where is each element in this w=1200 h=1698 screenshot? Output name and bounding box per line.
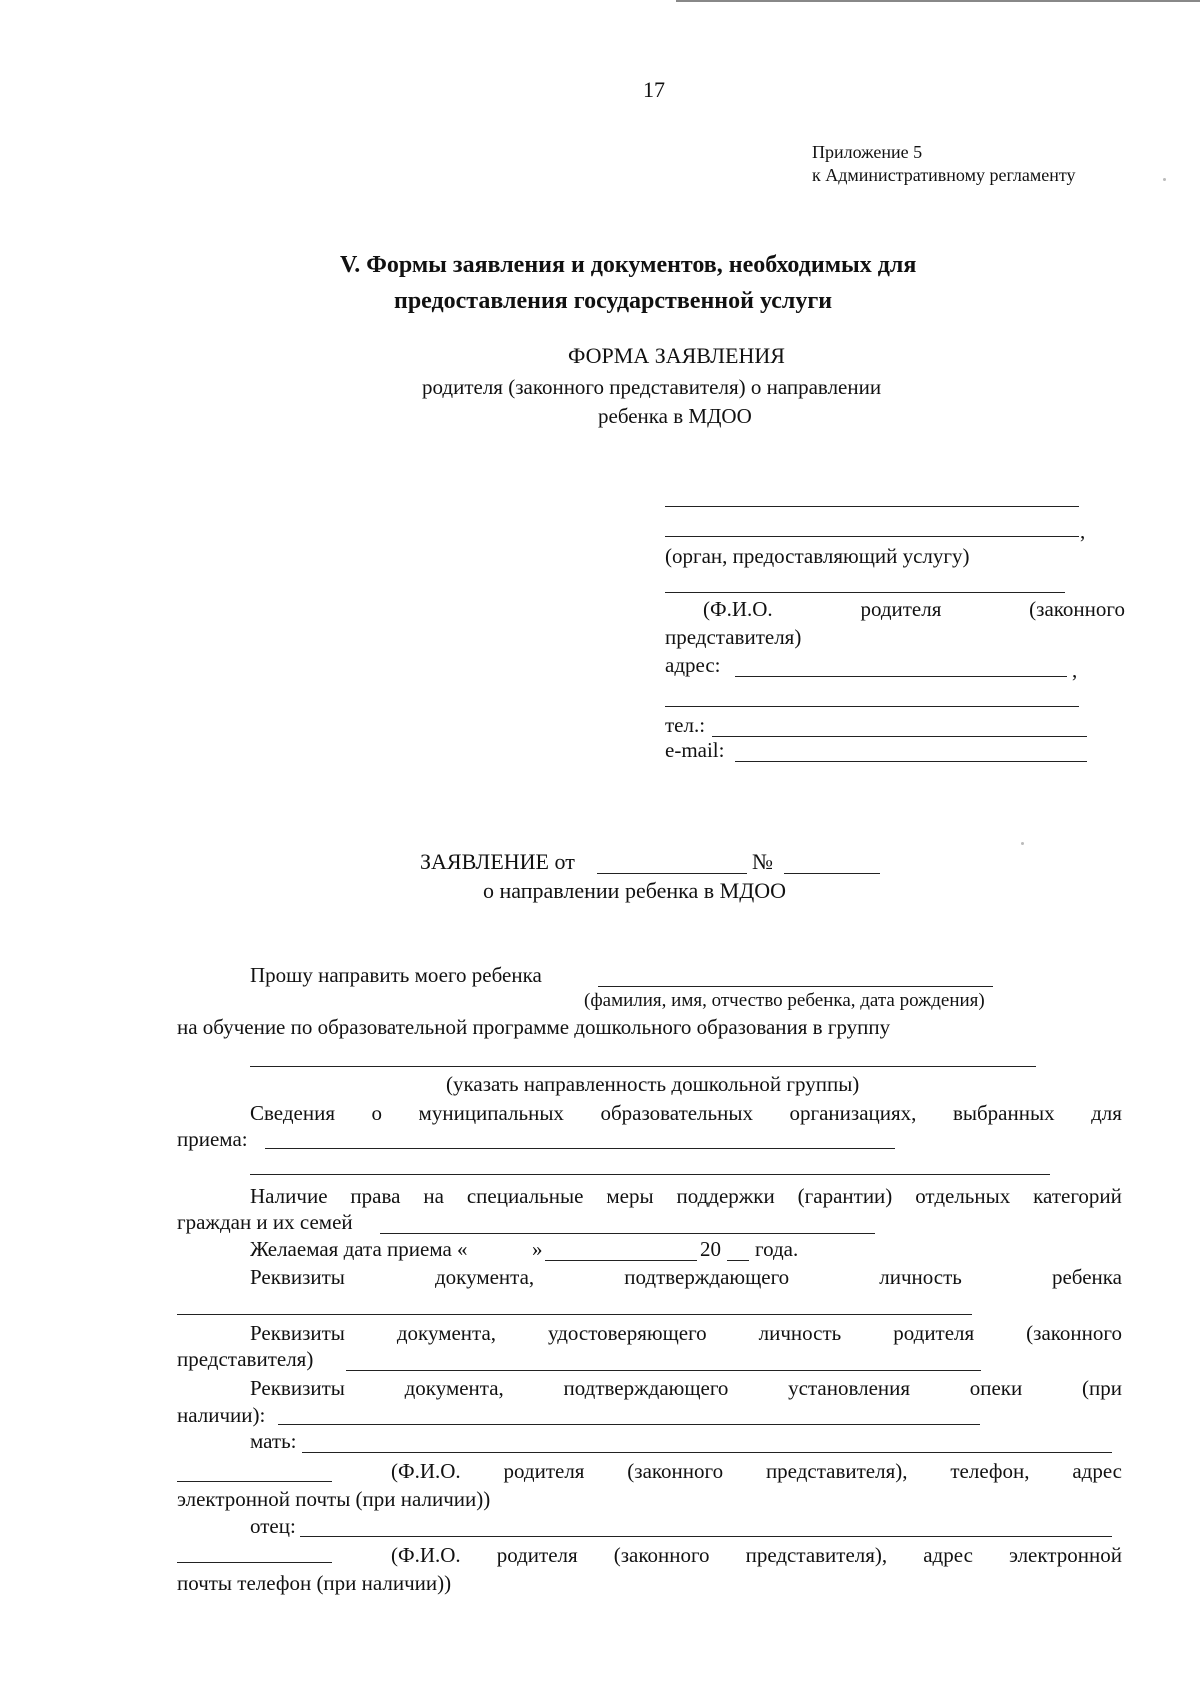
- custody-line: [250, 1375, 1122, 1401]
- statement-subheading: о направлении ребенка в МДОО: [483, 878, 787, 903]
- tel-field[interactable]: [712, 736, 1087, 737]
- custody-word: опеки: [969, 1376, 1023, 1400]
- mother-extra-field[interactable]: [177, 1481, 332, 1482]
- fio-word: родителя: [860, 597, 942, 621]
- address-field-2[interactable]: [665, 706, 1079, 707]
- mother-caption-word: (Ф.И.О.: [391, 1459, 461, 1483]
- tel-label: тел.:: [665, 713, 706, 737]
- support-word: отдельных: [915, 1184, 1011, 1208]
- orgs-line-2: приема:: [177, 1127, 248, 1151]
- child-doc-word: документа,: [435, 1265, 535, 1289]
- father-caption-word: представителя),: [745, 1543, 888, 1567]
- support-word: Наличие: [250, 1184, 328, 1208]
- organ-comma: ,: [1080, 519, 1086, 543]
- child-doc-word: Реквизиты: [250, 1265, 345, 1289]
- custody-word: Реквизиты: [250, 1376, 345, 1400]
- custody-line-2: наличии):: [177, 1403, 266, 1427]
- support-word: права: [350, 1184, 401, 1208]
- parent-doc-word: Реквизиты: [250, 1321, 345, 1345]
- orgs-field-2[interactable]: [250, 1174, 1050, 1175]
- address-field[interactable]: [735, 676, 1067, 677]
- date-year-field[interactable]: [727, 1260, 749, 1261]
- support-word: (гарантии): [797, 1184, 893, 1208]
- child-doc-word: личность: [879, 1265, 962, 1289]
- father-extra-field[interactable]: [177, 1562, 332, 1563]
- father-caption-line-2: почты телефон (при наличии)): [177, 1571, 452, 1595]
- date-close-quote: »: [532, 1237, 543, 1261]
- father-caption-word: электронной: [1008, 1543, 1122, 1567]
- father-label: отец:: [250, 1514, 296, 1538]
- support-word: меры: [606, 1184, 654, 1208]
- email-field[interactable]: [735, 761, 1087, 762]
- statement-heading: ЗАЯВЛЕНИЕ от: [420, 849, 575, 874]
- address-comma: ,: [1072, 658, 1078, 682]
- address-label: адрес:: [665, 653, 721, 677]
- mother-caption-word: телефон,: [950, 1459, 1030, 1483]
- support-word: специальные: [466, 1184, 584, 1208]
- father-caption-word: родителя: [496, 1543, 578, 1567]
- mother-caption-word: адрес: [1072, 1459, 1122, 1483]
- appendix-line-1: Приложение 5: [812, 142, 923, 162]
- support-field[interactable]: [380, 1233, 875, 1234]
- group-caption: (указать направленность дошкольной группы): [446, 1072, 860, 1096]
- program-text: на обучение по образовательной программе дошкольного образования в группу: [177, 1015, 891, 1039]
- parent-fio-line[interactable]: [665, 592, 1065, 593]
- mother-label: мать:: [250, 1429, 297, 1453]
- appendix-line-2: к Административному регламенту: [812, 165, 1076, 185]
- support-word: на: [423, 1184, 444, 1208]
- form-subheading-2: ребенка в МДОО: [598, 404, 752, 428]
- organ-line-2[interactable]: [665, 536, 1079, 537]
- parent-doc-line: [250, 1320, 1122, 1346]
- parent-doc-word: (законного: [1026, 1321, 1122, 1345]
- organ-caption: (орган, предоставляющий услугу): [665, 544, 970, 568]
- child-doc-line: [250, 1264, 1122, 1290]
- scan-speck: [1021, 842, 1024, 845]
- form-subheading-1: родителя (законного представителя) о направлении: [422, 375, 882, 399]
- child-fio-caption: (фамилия, имя, отчество ребенка, дата рождения): [584, 990, 985, 1011]
- parent-fio-caption-line-2: представителя): [665, 625, 802, 649]
- date-month-field[interactable]: [545, 1260, 697, 1261]
- statement-number-sign: №: [752, 849, 773, 874]
- father-caption-word: (законного: [613, 1543, 710, 1567]
- parent-doc-word: личность: [758, 1321, 842, 1345]
- orgs-line: [250, 1100, 1122, 1126]
- father-caption-line: [391, 1542, 1122, 1568]
- orgs-word: муниципальных: [418, 1101, 564, 1125]
- father-caption-word: адрес: [923, 1543, 973, 1567]
- section-title-line-2: предоставления государственной услуги: [394, 288, 833, 314]
- child-fio-field[interactable]: [598, 986, 993, 987]
- section-title-line-1: V. Формы заявления и документов, необходимых для: [340, 252, 917, 278]
- father-caption-word: (Ф.И.О.: [391, 1543, 461, 1567]
- support-word: категорий: [1033, 1184, 1122, 1208]
- mother-caption-line-2: электронной почты (при наличии)): [177, 1487, 491, 1511]
- mother-field[interactable]: [302, 1452, 1112, 1453]
- parent-doc-word: удостоверяющего: [548, 1321, 707, 1345]
- parent-doc-line-2: представителя): [177, 1347, 314, 1371]
- custody-word: документа,: [404, 1376, 504, 1400]
- father-field[interactable]: [300, 1536, 1112, 1537]
- parent-doc-word: родителя: [893, 1321, 975, 1345]
- scan-speck: [1163, 178, 1166, 181]
- statement-date-field[interactable]: [597, 873, 747, 874]
- child-doc-word: ребенка: [1051, 1265, 1122, 1289]
- orgs-word: организациях,: [789, 1101, 917, 1125]
- request-text: Прошу направить моего ребенка: [250, 963, 542, 987]
- statement-number-field[interactable]: [784, 873, 880, 874]
- orgs-field[interactable]: [265, 1148, 895, 1149]
- custody-word: (при: [1081, 1376, 1122, 1400]
- custody-word: установления: [788, 1376, 911, 1400]
- group-field[interactable]: [250, 1066, 1036, 1067]
- orgs-word: Сведения: [250, 1101, 335, 1125]
- custody-field[interactable]: [278, 1424, 980, 1425]
- mother-caption-word: представителя),: [765, 1459, 908, 1483]
- custody-word: подтверждающего: [563, 1376, 729, 1400]
- page-number: 17: [643, 77, 665, 102]
- child-doc-word: подтверждающего: [624, 1265, 790, 1289]
- date-year-prefix: 20: [700, 1237, 721, 1261]
- date-suffix: года.: [755, 1237, 799, 1261]
- parent-doc-word: документа,: [396, 1321, 497, 1345]
- mother-caption-line: [391, 1458, 1122, 1484]
- child-doc-field[interactable]: [177, 1314, 972, 1315]
- fio-word: (законного: [1029, 597, 1125, 621]
- scan-edge: [676, 0, 1200, 2]
- support-line-2: граждан и их семей: [177, 1210, 353, 1234]
- parent-fio-caption: [665, 596, 1125, 622]
- orgs-word: для: [1091, 1101, 1122, 1125]
- organ-line-1[interactable]: [665, 506, 1079, 507]
- date-label: Желаемая дата приема «: [250, 1237, 468, 1261]
- email-label: e-mail:: [665, 738, 725, 762]
- mother-caption-word: (законного: [627, 1459, 724, 1483]
- support-word: поддержки: [676, 1184, 775, 1208]
- mother-caption-word: родителя: [503, 1459, 585, 1483]
- orgs-word: выбранных: [952, 1101, 1055, 1125]
- form-heading: ФОРМА ЗАЯВЛЕНИЯ: [568, 343, 785, 368]
- orgs-word: о: [371, 1101, 383, 1125]
- fio-word: (Ф.И.О.: [703, 597, 773, 621]
- orgs-word: образовательных: [600, 1101, 753, 1125]
- parent-doc-field[interactable]: [346, 1370, 981, 1371]
- support-line: [250, 1183, 1122, 1209]
